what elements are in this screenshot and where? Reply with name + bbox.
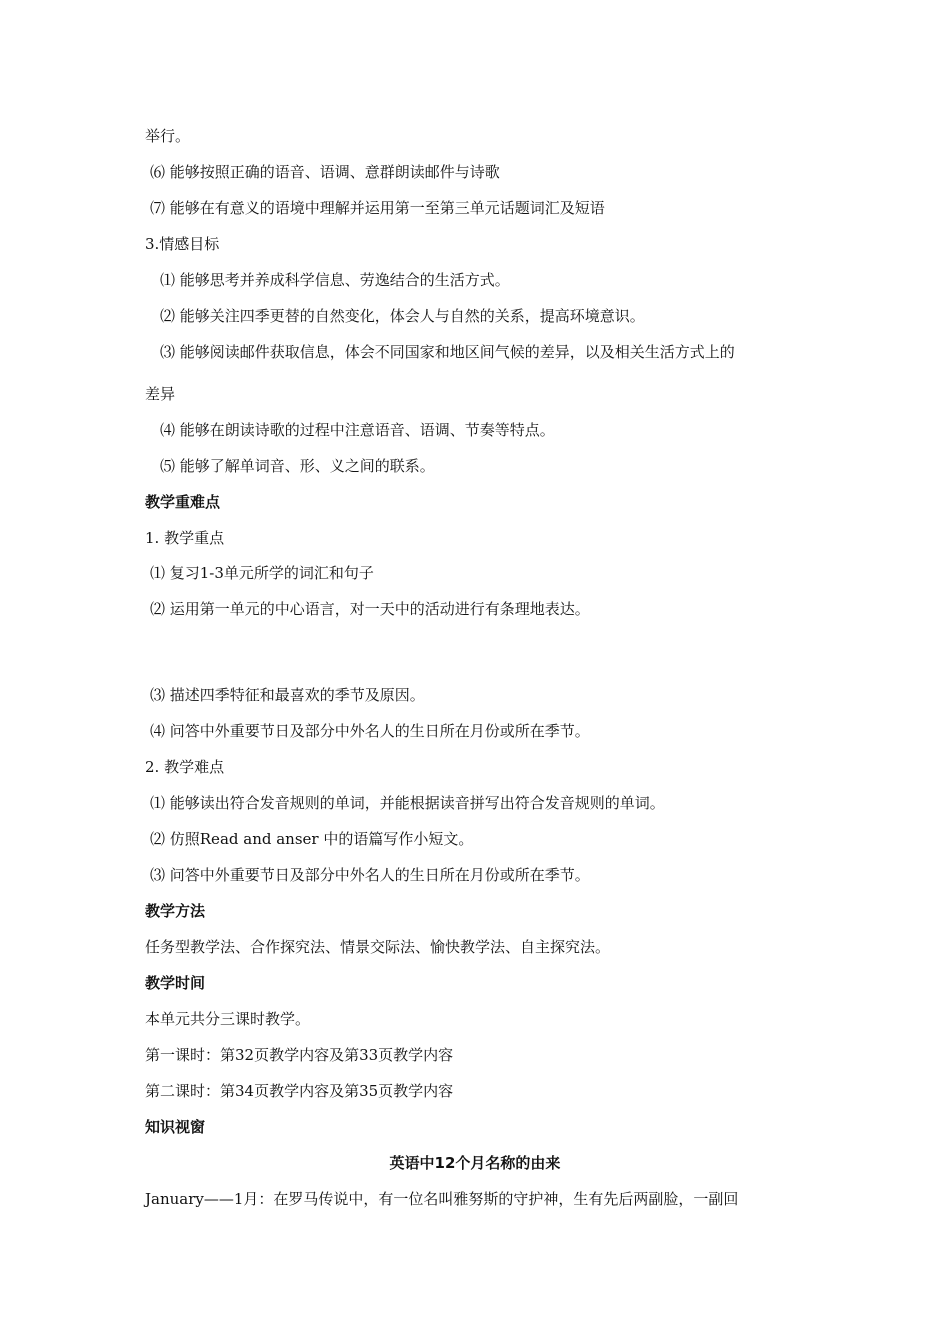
objective-item: ⑷ 能够在朗读诗歌的过程中注意语音、语调、节奏等特点。 [160, 421, 555, 439]
text-line: 举行。 [145, 127, 191, 145]
key-point-item: ⑴ 复习1-3单元所学的词汇和句子 [150, 564, 374, 582]
text-line: 第二课时：第34页教学内容及第35页教学内容 [145, 1082, 454, 1100]
objective-item: ⑸ 能够了解单词音、形、义之间的联系。 [160, 457, 435, 475]
section-subheading: 3.情感目标 [145, 235, 220, 253]
key-point-item: ⑵ 运用第一单元的中心语言，对一天中的活动进行有条理地表达。 [150, 600, 590, 618]
section-heading: 知识视窗 [145, 1118, 206, 1136]
section-subheading: 1. 教学重点 [145, 529, 225, 547]
text-line: 第一课时：第32页教学内容及第33页教学内容 [145, 1046, 454, 1064]
objective-item: ⑹ 能够按照正确的语音、语调、意群朗读邮件与诗歌 [150, 163, 500, 181]
section-subheading: 2. 教学难点 [145, 758, 225, 776]
text-line: 任务型教学法、合作探究法、情景交际法、愉快教学法、自主探究法。 [145, 938, 611, 956]
text-line: January——1月：在罗马传说中，有一位名叫雅努斯的守护神，生有先后两副脸，一副回 [145, 1190, 739, 1208]
key-point-item: ⑷ 问答中外重要节日及部分中外名人的生日所在月份或所在季节。 [150, 722, 590, 740]
objective-item: ⑶ 能够阅读邮件获取信息，体会不同国家和地区间气候的差异，以及相关生活方式上的 [160, 343, 735, 361]
objective-item: ⑵ 能够关注四季更替的自然变化，体会人与自然的关系，提高环境意识。 [160, 307, 645, 325]
section-heading: 教学方法 [145, 902, 206, 920]
section-heading: 教学时间 [145, 974, 206, 992]
difficulty-item: ⑵ 仿照Read and anser 中的语篇写作小短文。 [150, 830, 474, 848]
objective-item: ⑺ 能够在有意义的语境中理解并运用第一至第三单元话题词汇及短语 [150, 199, 605, 217]
objective-item: ⑴ 能够思考并养成科学信息、劳逸结合的生活方式。 [160, 271, 510, 289]
article-title: 英语中12个月名称的由来 [389, 1154, 561, 1172]
text-line: 本单元共分三课时教学。 [145, 1010, 311, 1028]
key-point-item: ⑶ 描述四季特征和最喜欢的季节及原因。 [150, 686, 425, 704]
difficulty-item: ⑶ 问答中外重要节日及部分中外名人的生日所在月份或所在季节。 [150, 866, 590, 884]
section-heading: 教学重难点 [145, 493, 221, 511]
text-line: 差异 [145, 385, 176, 403]
difficulty-item: ⑴ 能够读出符合发音规则的单词，并能根据读音拼写出符合发音规则的单词。 [150, 794, 665, 812]
